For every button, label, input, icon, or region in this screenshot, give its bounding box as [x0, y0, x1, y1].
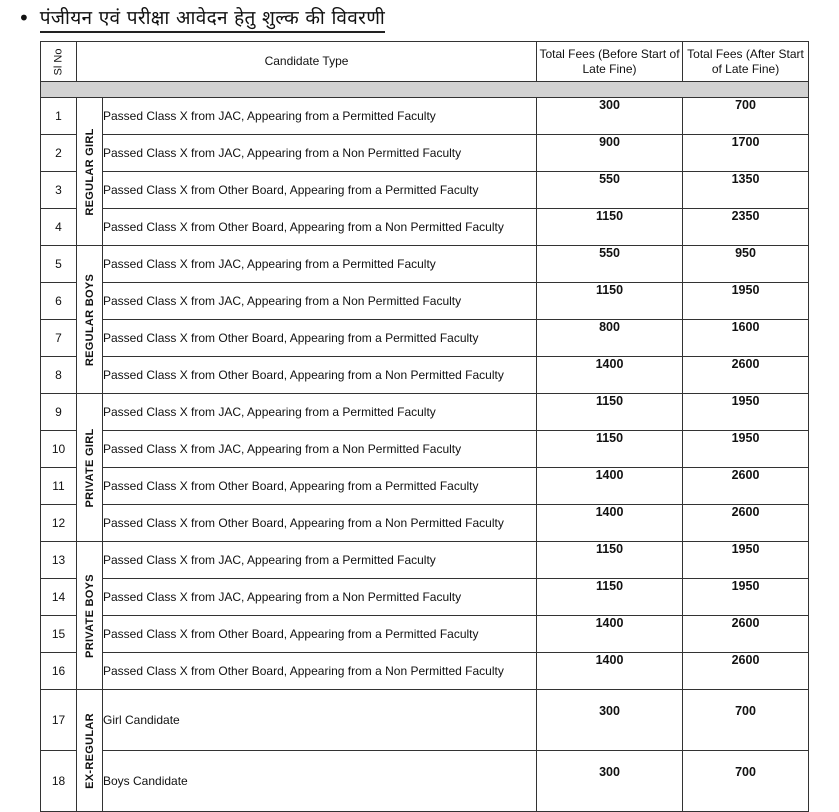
- fee-before-late-fine: 900: [537, 135, 683, 172]
- candidate-type-description: Passed Class X from Other Board, Appearing from a Permitted Faculty: [103, 468, 537, 505]
- serial-number: 6: [41, 283, 77, 320]
- bullet-icon: •: [18, 6, 30, 30]
- fee-before-late-fine: 550: [537, 246, 683, 283]
- table-row: [41, 616, 809, 653]
- table-row: [41, 542, 809, 579]
- fee-before-late-fine: 1150: [537, 579, 683, 616]
- group-label: REGULAR BOYS: [77, 246, 103, 394]
- header-separator: [41, 82, 809, 98]
- candidate-type-description: Boys Candidate: [103, 751, 537, 812]
- fee-after-late-fine: 2350: [683, 209, 809, 246]
- candidate-type-description: Passed Class X from Other Board, Appearing from a Permitted Faculty: [103, 320, 537, 357]
- fee-after-late-fine: 2600: [683, 468, 809, 505]
- fee-before-late-fine: 1150: [537, 542, 683, 579]
- fee-after-late-fine: 2600: [683, 357, 809, 394]
- fee-before-late-fine: 1400: [537, 653, 683, 690]
- serial-number: 11: [41, 468, 77, 505]
- group-label: PRIVATE GIRL: [77, 394, 103, 542]
- fee-after-late-fine: 2600: [683, 653, 809, 690]
- candidate-type-description: Passed Class X from JAC, Appearing from a Permitted Faculty: [103, 542, 537, 579]
- heading-text: पंजीयन एवं परीक्षा आवेदन हेतु शुल्क की विवरणी: [40, 4, 385, 33]
- header-sl-no: Sl No: [41, 42, 77, 82]
- fee-after-late-fine: 1950: [683, 542, 809, 579]
- serial-number: 17: [41, 690, 77, 751]
- fee-before-late-fine: 1150: [537, 209, 683, 246]
- serial-number: 16: [41, 653, 77, 690]
- candidate-type-description: Passed Class X from Other Board, Appearing from a Non Permitted Faculty: [103, 653, 537, 690]
- table-row: [41, 209, 809, 246]
- fee-before-late-fine: 1150: [537, 431, 683, 468]
- fee-after-late-fine: 1950: [683, 283, 809, 320]
- serial-number: 12: [41, 505, 77, 542]
- serial-number: 1: [41, 98, 77, 135]
- serial-number: 5: [41, 246, 77, 283]
- fee-after-late-fine: 1950: [683, 431, 809, 468]
- fee-after-late-fine: 1950: [683, 579, 809, 616]
- fee-before-late-fine: 1400: [537, 616, 683, 653]
- fee-after-late-fine: 2600: [683, 616, 809, 653]
- candidate-type-description: Passed Class X from Other Board, Appearing from a Non Permitted Faculty: [103, 505, 537, 542]
- fee-after-late-fine: 950: [683, 246, 809, 283]
- candidate-type-description: Passed Class X from JAC, Appearing from a Non Permitted Faculty: [103, 579, 537, 616]
- candidate-type-description: Passed Class X from Other Board, Appearing from a Permitted Faculty: [103, 172, 537, 209]
- table-row: [41, 579, 809, 616]
- table-row: [41, 283, 809, 320]
- fee-before-late-fine: 1400: [537, 505, 683, 542]
- fee-before-late-fine: 800: [537, 320, 683, 357]
- candidate-type-description: Passed Class X from JAC, Appearing from a Non Permitted Faculty: [103, 283, 537, 320]
- header-fees-after: Total Fees (After Start of Late Fine): [683, 42, 809, 82]
- header-candidate-type: Candidate Type: [77, 42, 537, 82]
- fee-after-late-fine: 700: [683, 98, 809, 135]
- table-row: [41, 357, 809, 394]
- fee-after-late-fine: 1950: [683, 394, 809, 431]
- candidate-type-description: Passed Class X from Other Board, Appearing from a Non Permitted Faculty: [103, 209, 537, 246]
- table-row: [41, 751, 809, 812]
- fee-before-late-fine: 550: [537, 172, 683, 209]
- serial-number: 18: [41, 751, 77, 812]
- table-row: [41, 431, 809, 468]
- table-row: [41, 468, 809, 505]
- table-row: [41, 172, 809, 209]
- table-row: [41, 653, 809, 690]
- group-label: PRIVATE BOYS: [77, 542, 103, 690]
- group-label: REGULAR GIRL: [77, 98, 103, 246]
- table-row: [41, 690, 809, 751]
- serial-number: 10: [41, 431, 77, 468]
- section-heading: [18, 2, 385, 34]
- candidate-type-description: Passed Class X from JAC, Appearing from a Permitted Faculty: [103, 98, 537, 135]
- serial-number: 3: [41, 172, 77, 209]
- table-row: [41, 394, 809, 431]
- table-row: [41, 246, 809, 283]
- serial-number: 14: [41, 579, 77, 616]
- table-row: [41, 505, 809, 542]
- candidate-type-description: Passed Class X from JAC, Appearing from a Permitted Faculty: [103, 394, 537, 431]
- fee-after-late-fine: 1600: [683, 320, 809, 357]
- fee-before-late-fine: 300: [537, 690, 683, 751]
- group-label: EX-REGULAR: [77, 690, 103, 812]
- fee-before-late-fine: 300: [537, 98, 683, 135]
- fee-before-late-fine: 1150: [537, 283, 683, 320]
- fee-before-late-fine: 300: [537, 751, 683, 812]
- header-fees-before: Total Fees (Before Start of Late Fine): [537, 42, 683, 82]
- fee-after-late-fine: 700: [683, 751, 809, 812]
- candidate-type-description: Girl Candidate: [103, 690, 537, 751]
- fee-after-late-fine: 1350: [683, 172, 809, 209]
- candidate-type-description: Passed Class X from JAC, Appearing from a Non Permitted Faculty: [103, 431, 537, 468]
- fee-after-late-fine: 700: [683, 690, 809, 751]
- table-row: [41, 98, 809, 135]
- fee-before-late-fine: 1400: [537, 357, 683, 394]
- fee-before-late-fine: 1150: [537, 394, 683, 431]
- fee-after-late-fine: 1700: [683, 135, 809, 172]
- serial-number: 7: [41, 320, 77, 357]
- fee-before-late-fine: 1400: [537, 468, 683, 505]
- candidate-type-description: Passed Class X from Other Board, Appearing from a Non Permitted Faculty: [103, 357, 537, 394]
- table-row: [41, 320, 809, 357]
- serial-number: 8: [41, 357, 77, 394]
- serial-number: 13: [41, 542, 77, 579]
- candidate-type-description: Passed Class X from Other Board, Appearing from a Permitted Faculty: [103, 616, 537, 653]
- header-row: [41, 42, 809, 82]
- serial-number: 15: [41, 616, 77, 653]
- fee-table: [40, 41, 809, 812]
- candidate-type-description: Passed Class X from JAC, Appearing from a Non Permitted Faculty: [103, 135, 537, 172]
- serial-number: 9: [41, 394, 77, 431]
- fee-after-late-fine: 2600: [683, 505, 809, 542]
- serial-number: 4: [41, 209, 77, 246]
- serial-number: 2: [41, 135, 77, 172]
- candidate-type-description: Passed Class X from JAC, Appearing from a Permitted Faculty: [103, 246, 537, 283]
- table-row: [41, 135, 809, 172]
